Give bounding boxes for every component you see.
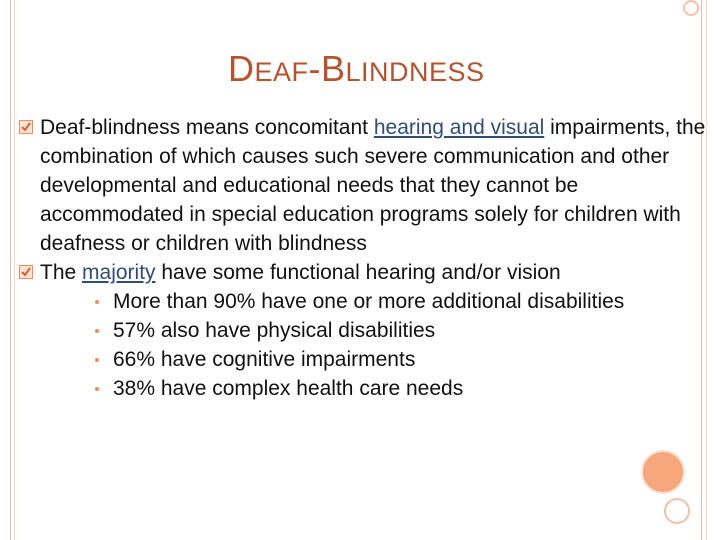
decorative-circle-top [683,0,699,16]
sub-bullet-list [19,287,709,403]
left-border-line [10,0,11,540]
title-part-1: EAF [254,57,309,87]
bullet-1-text-before: Deaf-blindness means concomitant [40,116,374,139]
sub-bullet-text: 38% have complex health care needs [113,377,464,400]
title-dash: - [308,48,322,89]
bullet-2-text-before: The [40,261,83,284]
slide-title [228,48,485,90]
dot-icon [95,329,99,333]
sub-bullet-text: 57% also have physical disabilities [113,319,436,342]
dot-icon [95,300,99,304]
bullet-majority [19,258,709,287]
bullet-1-text-after: impairments, the combination of which causes such severe communication and other developmental and educational needs that they cannot be accommodated in special education programs solely for children with deafness or children with blindness [40,116,706,255]
link-hearing-and-visual[interactable]: hearing and visual [373,116,545,139]
decorative-circle-large [641,450,685,494]
sub-bullet-item [113,374,709,403]
sub-bullet-item [113,287,709,316]
checkmark-box-icon [19,265,33,279]
decorative-circle-small [664,498,690,524]
title-part-2: LINDNESS [345,57,485,87]
left-border-line-inner [14,0,15,540]
sub-bullet-item [113,316,709,345]
link-majority[interactable]: majority [82,261,156,284]
dot-icon [95,387,99,391]
checkmark-box-icon [19,120,33,134]
sub-bullet-text: 66% have cognitive impairments [113,348,416,371]
sub-bullet-item [113,345,709,374]
bullet-definition [19,113,709,258]
title-initial-2: B [321,48,346,89]
dot-icon [95,358,99,362]
slide-body [19,113,709,403]
sub-bullet-text: More than 90% have one or more additional disabilities [113,290,625,313]
title-initial-1: D [228,48,255,89]
bullet-2-text-after: have some functional hearing and/or vision [155,261,561,284]
